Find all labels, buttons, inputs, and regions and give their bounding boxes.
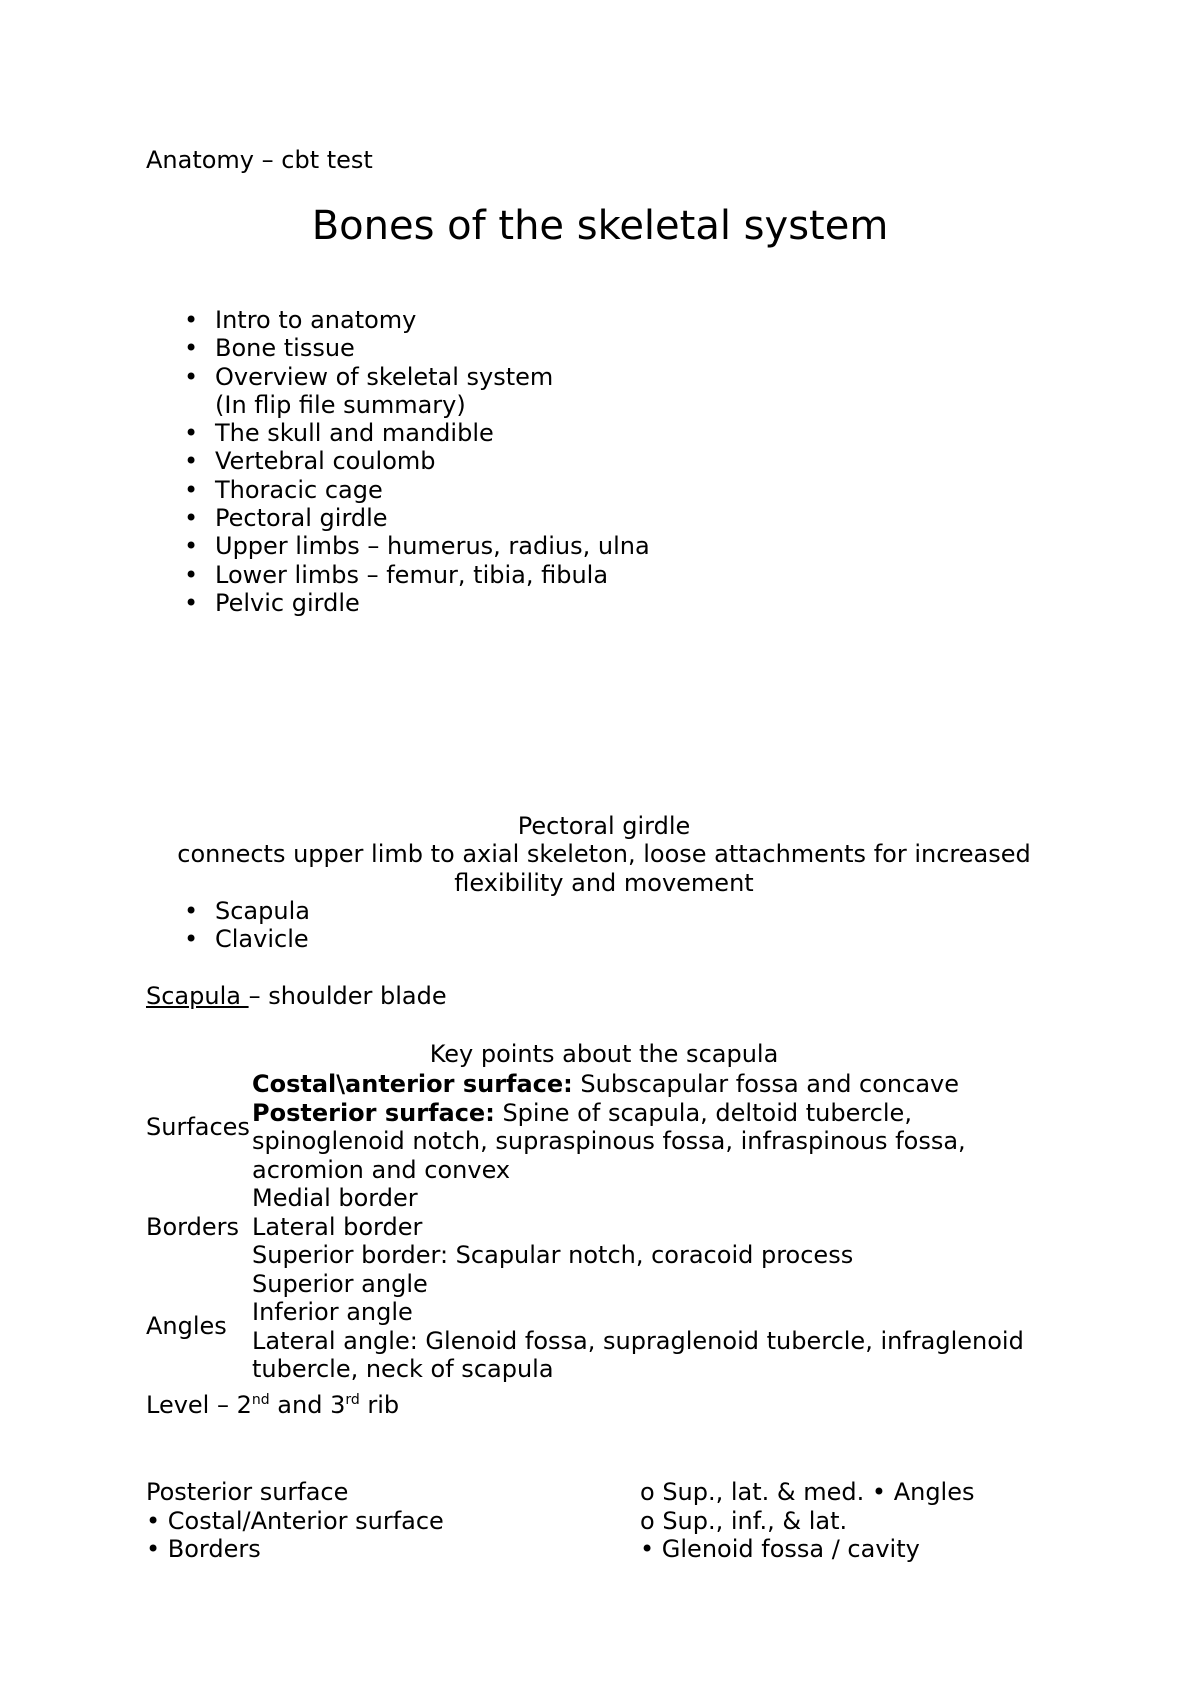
borders-cell: Medial border Lateral border Superior border: Scapular notch, coracoid process: [252, 1184, 854, 1269]
bullet-icon: •: [184, 504, 199, 533]
bullet-icon: •: [184, 334, 199, 363]
list-item: • Overview of skeletal system (In flip file summary): [184, 362, 554, 419]
pectoral-heading: Pectoral girdle: [517, 812, 691, 840]
bullet-icon: •: [184, 532, 199, 561]
bottom-right-column: o Sup., lat. & med. • Angles o Sup., inf., & lat. • Glenoid fossa / cavity: [640, 1478, 975, 1563]
bullet-icon: •: [184, 362, 199, 391]
list-item: • Thoracic cage: [184, 475, 383, 504]
bullet-icon: •: [184, 925, 199, 954]
list-item: • Upper limbs – humerus, radius, ulna: [184, 532, 650, 561]
bullet-icon: •: [184, 588, 199, 617]
bullet-icon: •: [184, 306, 199, 334]
list-item: • Pelvic girdle: [184, 588, 360, 617]
list-item: • Bone tissue: [184, 334, 355, 363]
pectoral-description-line1: connects upper limb to axial skeleton, loose attachments for increased: [177, 840, 1031, 869]
table-row: [146, 1070, 1046, 1184]
bottom-left-column: Posterior surface • Costal/Anterior surface • Borders: [146, 1478, 444, 1563]
scapula-definition: Scapula – shoulder blade: [146, 982, 447, 1010]
table-row: [146, 1184, 1046, 1270]
angles-label: Angles: [146, 1312, 227, 1341]
table-row: [146, 1270, 1046, 1384]
surfaces-cell: Costal\anterior surface: Subscapular fossa and concave Posterior surface: Spine of scapula, deltoid tubercle, spinoglenoid notch, supraspinous fossa, infraspinous fossa, acromion and convex: [252, 1070, 966, 1184]
pectoral-description-line2: flexibility and movement: [454, 868, 754, 897]
key-points-title: Key points about the scapula: [429, 1040, 779, 1068]
bullet-icon: •: [184, 897, 199, 925]
course-header: Anatomy – cbt test: [146, 146, 373, 174]
bullet-icon: •: [184, 475, 199, 504]
scapula-level: Level – 2nd and 3rd rib: [146, 1391, 400, 1419]
list-item: • Pectoral girdle: [184, 504, 388, 533]
list-item: • Scapula: [184, 897, 310, 925]
pectoral-heading-block: [0, 812, 1200, 897]
surfaces-label: Surfaces: [146, 1112, 250, 1141]
list-item: • The skull and mandible: [184, 419, 494, 448]
topics-list: [184, 306, 650, 617]
pectoral-items-list: [184, 897, 310, 954]
page-title: Bones of the skeletal system: [311, 203, 889, 249]
list-item: • Vertebral coulomb: [184, 447, 436, 476]
scapula-term: Scapula: [146, 982, 249, 1010]
list-item: • Clavicle: [184, 925, 309, 954]
bullet-icon: •: [184, 447, 199, 476]
list-item: • Lower limbs – femur, tibia, fibula: [184, 560, 609, 589]
bullet-icon: •: [184, 560, 199, 589]
bullet-icon: •: [184, 419, 199, 448]
list-item-note: (In flip file summary): [215, 390, 466, 419]
borders-label: Borders: [146, 1212, 239, 1241]
key-points-table: [146, 1070, 1046, 1384]
angles-cell: Superior angle Inferior angle Lateral angle: Glenoid fossa, supraglenoid tubercle, infraglenoid tubercle, neck of scapula: [252, 1269, 1024, 1383]
list-item: • Intro to anatomy: [184, 306, 417, 334]
